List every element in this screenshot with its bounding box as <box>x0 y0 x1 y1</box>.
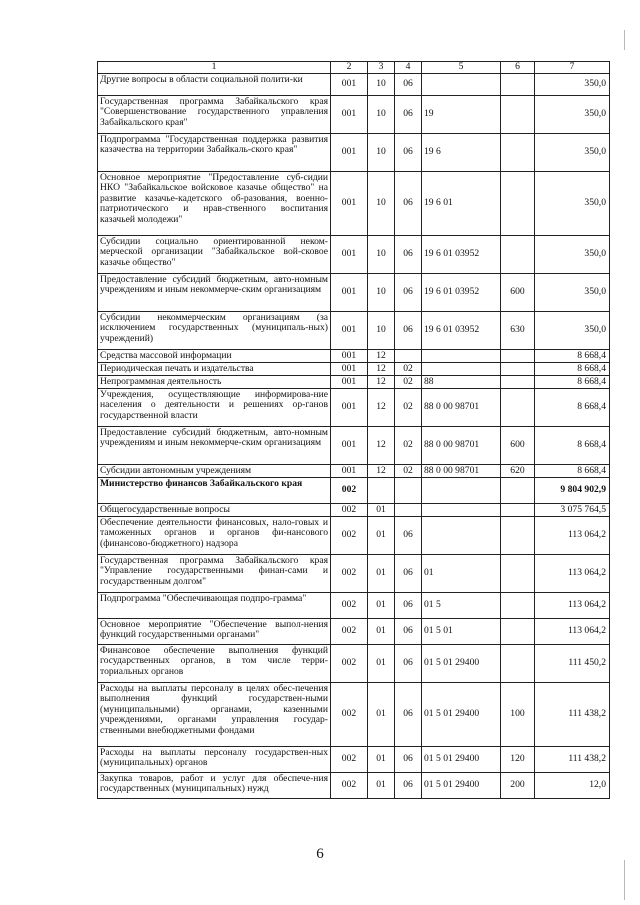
table-row <box>98 773 610 799</box>
row-vr-cell: 100 <box>501 683 535 747</box>
row-vedom-cell: 002 <box>331 555 368 593</box>
row-vr-cell <box>501 504 535 517</box>
row-vr-cell <box>501 74 535 96</box>
row-vr-cell: 200 <box>501 773 535 799</box>
row-rz-cell: 12 <box>368 389 395 427</box>
row-name-cell: Средства массовой информации <box>98 350 331 363</box>
row-rz-cell: 10 <box>368 96 395 134</box>
row-pr-cell <box>395 350 422 363</box>
row-sum-cell: 8 668,4 <box>535 427 610 465</box>
row-sum-cell: 111 450,2 <box>535 645 610 683</box>
row-rz-cell: 01 <box>368 683 395 747</box>
row-pr-cell <box>395 504 422 517</box>
row-pr-cell: 06 <box>395 172 422 236</box>
row-rz-cell: 01 <box>368 517 395 555</box>
row-name-cell: Другие вопросы в области социальной полити-ки <box>98 74 331 96</box>
table-row <box>98 236 610 274</box>
header-cell: 3 <box>368 62 395 74</box>
table-row <box>98 274 610 312</box>
row-pr-cell: 06 <box>395 74 422 96</box>
row-sum-cell: 8 668,4 <box>535 465 610 478</box>
row-sum-cell: 8 668,4 <box>535 376 610 389</box>
row-rz-cell: 01 <box>368 555 395 593</box>
table-row <box>98 363 610 376</box>
row-sum-cell: 350,0 <box>535 236 610 274</box>
row-vr-cell <box>501 389 535 427</box>
row-sum-cell: 111 438,2 <box>535 683 610 747</box>
row-rz-cell: 01 <box>368 645 395 683</box>
row-vedom-cell: 001 <box>331 96 368 134</box>
row-pr-cell: 02 <box>395 389 422 427</box>
row-csr-cell <box>422 74 501 96</box>
row-name-cell: Государственная программа Забайкальского края "Управление государственными финан-сами и государственным долгом" <box>98 555 331 593</box>
header-cell: 7 <box>535 62 610 74</box>
row-csr-cell: 01 5 01 <box>422 619 501 645</box>
row-vedom-cell: 001 <box>331 236 368 274</box>
row-name-cell: Непрограммная деятельность <box>98 376 331 389</box>
row-vr-cell: 120 <box>501 747 535 773</box>
row-rz-cell: 12 <box>368 427 395 465</box>
row-name-cell: Закупка товаров, работ и услуг для обеспече-ния государственных (муниципальных) нужд <box>98 773 331 799</box>
scan-edge-mark <box>624 860 625 900</box>
row-name-cell: Подпрограмма "Обеспечивающая подпро-грамма" <box>98 593 331 619</box>
row-rz-cell: 12 <box>368 363 395 376</box>
row-rz-cell: 10 <box>368 236 395 274</box>
row-vedom-cell: 002 <box>331 593 368 619</box>
row-sum-cell: 113 064,2 <box>535 619 610 645</box>
row-vr-cell <box>501 517 535 555</box>
row-vedom-cell: 002 <box>331 747 368 773</box>
row-name-cell: Предоставление субсидий бюджетным, авто-номным учреждениям и иным некоммерче-ским организациям <box>98 427 331 465</box>
row-pr-cell: 06 <box>395 236 422 274</box>
row-vedom-cell: 001 <box>331 376 368 389</box>
table-row <box>98 350 610 363</box>
row-pr-cell: 06 <box>395 517 422 555</box>
row-vedom-cell: 002 <box>331 645 368 683</box>
table-row <box>98 504 610 517</box>
row-sum-cell: 113 064,2 <box>535 517 610 555</box>
row-vr-cell <box>501 96 535 134</box>
row-csr-cell: 01 5 01 29400 <box>422 773 501 799</box>
row-pr-cell: 06 <box>395 134 422 172</box>
header-cell: 6 <box>501 62 535 74</box>
row-name-cell: Министерство финансов Забайкальского края <box>98 478 331 504</box>
row-vr-cell: 600 <box>501 427 535 465</box>
row-csr-cell <box>422 504 501 517</box>
row-csr-cell: 01 5 01 29400 <box>422 645 501 683</box>
table-row <box>98 134 610 172</box>
row-rz-cell: 10 <box>368 134 395 172</box>
row-pr-cell <box>395 478 422 504</box>
row-name-cell: Расходы на выплаты персоналу государствен-ных (муниципальных) органов <box>98 747 331 773</box>
row-sum-cell: 113 064,2 <box>535 593 610 619</box>
header-cell: 2 <box>331 62 368 74</box>
row-rz-cell <box>368 478 395 504</box>
row-csr-cell: 01 5 01 29400 <box>422 747 501 773</box>
row-csr-cell: 01 <box>422 555 501 593</box>
row-csr-cell: 19 6 01 03952 <box>422 274 501 312</box>
row-vedom-cell: 001 <box>331 74 368 96</box>
row-sum-cell: 8 668,4 <box>535 350 610 363</box>
row-sum-cell: 350,0 <box>535 74 610 96</box>
row-pr-cell: 06 <box>395 645 422 683</box>
table-header-row <box>98 62 610 74</box>
row-csr-cell: 19 6 01 <box>422 172 501 236</box>
row-sum-cell: 111 438,2 <box>535 747 610 773</box>
row-vr-cell <box>501 555 535 593</box>
row-csr-cell: 19 6 01 03952 <box>422 312 501 350</box>
row-vedom-cell: 002 <box>331 478 368 504</box>
table-row <box>98 96 610 134</box>
table-row <box>98 376 610 389</box>
row-name-cell: Учреждения, осуществляющие информирова-ние населения о деятельности и решениях ор-ганов государственной власти <box>98 389 331 427</box>
row-pr-cell: 02 <box>395 427 422 465</box>
table-row <box>98 593 610 619</box>
row-name-cell: Общегосударственные вопросы <box>98 504 331 517</box>
row-vedom-cell: 002 <box>331 619 368 645</box>
row-rz-cell: 12 <box>368 465 395 478</box>
row-rz-cell: 01 <box>368 773 395 799</box>
row-sum-cell: 12,0 <box>535 773 610 799</box>
row-name-cell: Субсидии автономным учреждениям <box>98 465 331 478</box>
row-csr-cell: 19 6 <box>422 134 501 172</box>
row-csr-cell: 88 <box>422 376 501 389</box>
row-pr-cell: 02 <box>395 363 422 376</box>
row-vedom-cell: 002 <box>331 773 368 799</box>
row-sum-cell: 350,0 <box>535 274 610 312</box>
row-vedom-cell: 002 <box>331 683 368 747</box>
header-cell: 5 <box>422 62 501 74</box>
row-rz-cell: 10 <box>368 312 395 350</box>
row-csr-cell: 01 5 <box>422 593 501 619</box>
row-rz-cell: 10 <box>368 172 395 236</box>
row-sum-cell: 350,0 <box>535 96 610 134</box>
row-sum-cell: 9 804 902,9 <box>535 478 610 504</box>
row-vedom-cell: 001 <box>331 427 368 465</box>
table-row <box>98 645 610 683</box>
row-vedom-cell: 001 <box>331 312 368 350</box>
row-vr-cell <box>501 134 535 172</box>
row-vr-cell <box>501 593 535 619</box>
row-vedom-cell: 001 <box>331 134 368 172</box>
header-cell: 1 <box>98 62 331 74</box>
row-csr-cell <box>422 350 501 363</box>
row-rz-cell: 01 <box>368 747 395 773</box>
table-row <box>98 747 610 773</box>
row-vedom-cell: 001 <box>331 172 368 236</box>
row-name-cell: Государственная программа Забайкальского края "Совершенствование государственного управления Забайкальского края" <box>98 96 331 134</box>
row-name-cell: Субсидии социально ориентированной неком-мерческой организации "Забайкальское вой-сковое казачье общество" <box>98 236 331 274</box>
table-row <box>98 427 610 465</box>
row-name-cell: Финансовое обеспечение выполнения функций государственных органов, в том числе терри-ториальных органов <box>98 645 331 683</box>
row-vr-cell: 630 <box>501 312 535 350</box>
table-row <box>98 389 610 427</box>
budget-table <box>97 61 610 799</box>
row-csr-cell: 88 0 00 98701 <box>422 427 501 465</box>
row-vr-cell <box>501 236 535 274</box>
row-pr-cell: 02 <box>395 465 422 478</box>
row-name-cell: Обеспечение деятельности финансовых, нало-говых и таможенных органов и органов фи-нансового (финансово-бюджетного) надзора <box>98 517 331 555</box>
row-vedom-cell: 002 <box>331 517 368 555</box>
row-name-cell: Расходы на выплаты персоналу в целях обес-печения выполнения функций государствен-ными (муниципальными) органами, казенными учреждениями, органами управления государ-ственными внебюджетными фондами <box>98 683 331 747</box>
row-csr-cell: 88 0 00 98701 <box>422 465 501 478</box>
row-rz-cell: 10 <box>368 74 395 96</box>
row-vr-cell <box>501 619 535 645</box>
row-csr-cell <box>422 517 501 555</box>
row-vedom-cell: 002 <box>331 504 368 517</box>
row-rz-cell: 12 <box>368 350 395 363</box>
row-pr-cell: 02 <box>395 376 422 389</box>
row-vedom-cell: 001 <box>331 363 368 376</box>
row-rz-cell: 01 <box>368 504 395 517</box>
row-vr-cell <box>501 172 535 236</box>
table-row <box>98 465 610 478</box>
row-name-cell: Периодическая печать и издательства <box>98 363 331 376</box>
row-sum-cell: 350,0 <box>535 172 610 236</box>
row-vr-cell <box>501 478 535 504</box>
row-pr-cell: 06 <box>395 96 422 134</box>
row-csr-cell <box>422 363 501 376</box>
header-cell: 4 <box>395 62 422 74</box>
row-pr-cell: 06 <box>395 683 422 747</box>
table-row <box>98 74 610 96</box>
row-vedom-cell: 001 <box>331 274 368 312</box>
table-row <box>98 555 610 593</box>
row-vedom-cell: 001 <box>331 389 368 427</box>
row-csr-cell: 19 6 01 03952 <box>422 236 501 274</box>
row-sum-cell: 350,0 <box>535 134 610 172</box>
row-name-cell: Подпрограмма "Государственная поддержка развития казачества на территории Забайкаль-ского края" <box>98 134 331 172</box>
row-pr-cell: 06 <box>395 274 422 312</box>
row-pr-cell: 06 <box>395 555 422 593</box>
row-sum-cell: 8 668,4 <box>535 389 610 427</box>
row-vedom-cell: 001 <box>331 465 368 478</box>
row-sum-cell: 113 064,2 <box>535 555 610 593</box>
table-row <box>98 172 610 236</box>
row-vr-cell: 620 <box>501 465 535 478</box>
row-vr-cell <box>501 376 535 389</box>
scan-edge-mark <box>624 30 625 50</box>
table-row <box>98 683 610 747</box>
row-rz-cell: 10 <box>368 274 395 312</box>
row-pr-cell: 06 <box>395 773 422 799</box>
row-name-cell: Предоставление субсидий бюджетным, авто-номным учреждениям и иным некоммерче-ским организациям <box>98 274 331 312</box>
row-vr-cell: 600 <box>501 274 535 312</box>
row-name-cell: Основное мероприятие "Обеспечение выпол-нения функций государственными органами" <box>98 619 331 645</box>
row-sum-cell: 8 668,4 <box>535 363 610 376</box>
row-pr-cell: 06 <box>395 619 422 645</box>
row-rz-cell: 01 <box>368 619 395 645</box>
row-vedom-cell: 001 <box>331 350 368 363</box>
row-csr-cell: 01 5 01 29400 <box>422 683 501 747</box>
row-pr-cell: 06 <box>395 593 422 619</box>
row-vr-cell <box>501 350 535 363</box>
row-sum-cell: 3 075 764,5 <box>535 504 610 517</box>
row-rz-cell: 01 <box>368 593 395 619</box>
row-pr-cell: 06 <box>395 747 422 773</box>
table-row <box>98 312 610 350</box>
row-csr-cell: 19 <box>422 96 501 134</box>
row-rz-cell: 12 <box>368 376 395 389</box>
table-row <box>98 619 610 645</box>
page-number: 6 <box>316 846 324 862</box>
row-vr-cell <box>501 645 535 683</box>
row-csr-cell: 88 0 00 98701 <box>422 389 501 427</box>
row-vr-cell <box>501 363 535 376</box>
table-row <box>98 478 610 504</box>
row-name-cell: Основное мероприятие "Предоставление суб-сидии НКО "Забайкальское войсковое казачье общество" на развитие казачье-кадетского об-разования, военно-патриотического и нрав-ственного воспитания казачьей молодежи" <box>98 172 331 236</box>
row-csr-cell <box>422 478 501 504</box>
row-name-cell: Субсидии некоммерческим организациям (за исключением государственных (муниципаль-ных) учреждений) <box>98 312 331 350</box>
row-sum-cell: 350,0 <box>535 312 610 350</box>
row-pr-cell: 06 <box>395 312 422 350</box>
table-row <box>98 517 610 555</box>
